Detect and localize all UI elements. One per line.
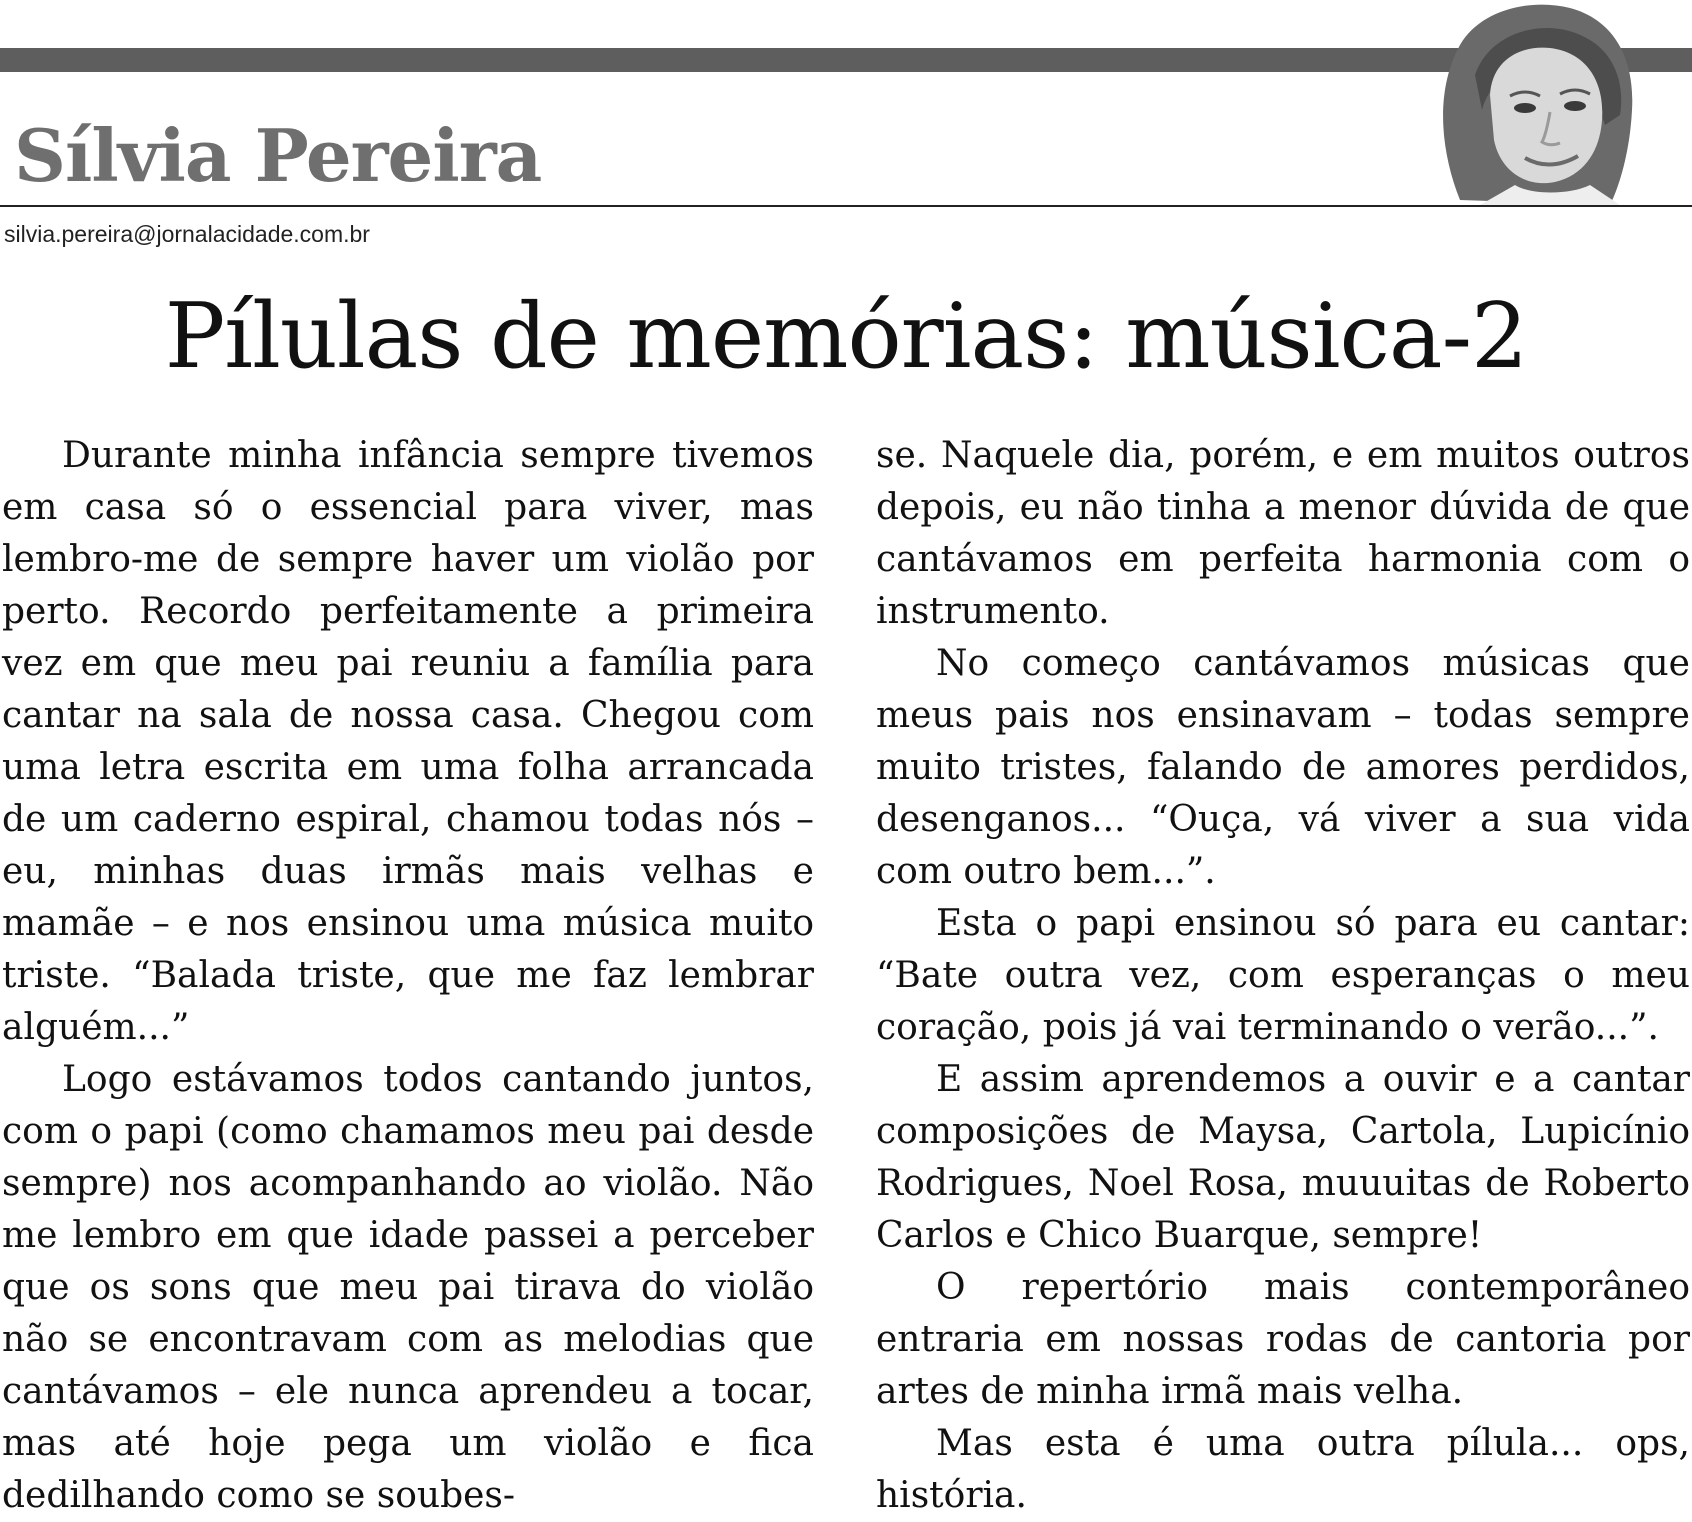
author-name: Sílvia Pereira [14,113,542,198]
article-column-left [2,430,814,1522]
paragraph: No começo cantávamos músicas que meus pais nos ensinavam – todas sempre muito tristes, falando de amores perdidos, desenganos... “Ouça, vá viver a sua vida com outro bem...”. [876,643,1690,892]
paragraph: Logo estávamos todos cantando juntos, com o papi (como chamamos meu pai desde sempre) nos acompanhando ao violão. Não me lembro em que idade passei a perceber que os sons que meu pai tirava do violão não se encontravam com as melodias que cantávamos – ele nunca aprendeu a tocar, mas até hoje pega um violão e fica dedilhando como se soubes- [2,1059,814,1516]
author-email[interactable]: silvia.pereira@jornalacidade.com.br [4,221,370,247]
header-rule [0,205,1692,207]
author-photo-image [1420,0,1660,205]
paragraph: Mas esta é uma outra pílula... ops, história. [876,1423,1690,1516]
paragraph: se. Naquele dia, porém, e em muitos outros depois, eu não tinha a menor dúvida de que cantávamos em perfeita harmonia com o instrumento. [876,435,1690,632]
paragraph: O repertório mais contemporâneo entraria em nossas rodas de cantoria por artes de minha irmã mais velha. [876,1267,1690,1412]
paragraph: Durante minha infância sempre tivemos em casa só o essencial para viver, mas lembro-me de sempre haver um violão por perto. Recordo perfeitamente a primeira vez em que meu pai reuniu a família para cantar na sala de nossa casa. Chegou com uma letra escrita em uma folha arrancada de um caderno espiral, chamou todas nós – eu, minhas duas irmãs mais velhas e mamãe – e nos ensinou uma música muito triste. “Balada triste, que me faz lembrar alguém...” [2,435,814,1048]
article-headline: Pílulas de memórias: música-2 [164,284,1528,389]
author-photo [1420,0,1660,205]
paragraph: Esta o papi ensinou só para eu cantar: “Bate outra vez, com esperanças o meu coração, pois já vai terminando o verão...”. [876,903,1690,1048]
article-column-right [876,430,1690,1522]
paragraph: E assim aprendemos a ouvir e a cantar composições de Maysa, Cartola, Lupicínio Rodrigues, Noel Rosa, muuuitas de Roberto Carlos e Chico Buarque, sempre! [876,1059,1690,1256]
